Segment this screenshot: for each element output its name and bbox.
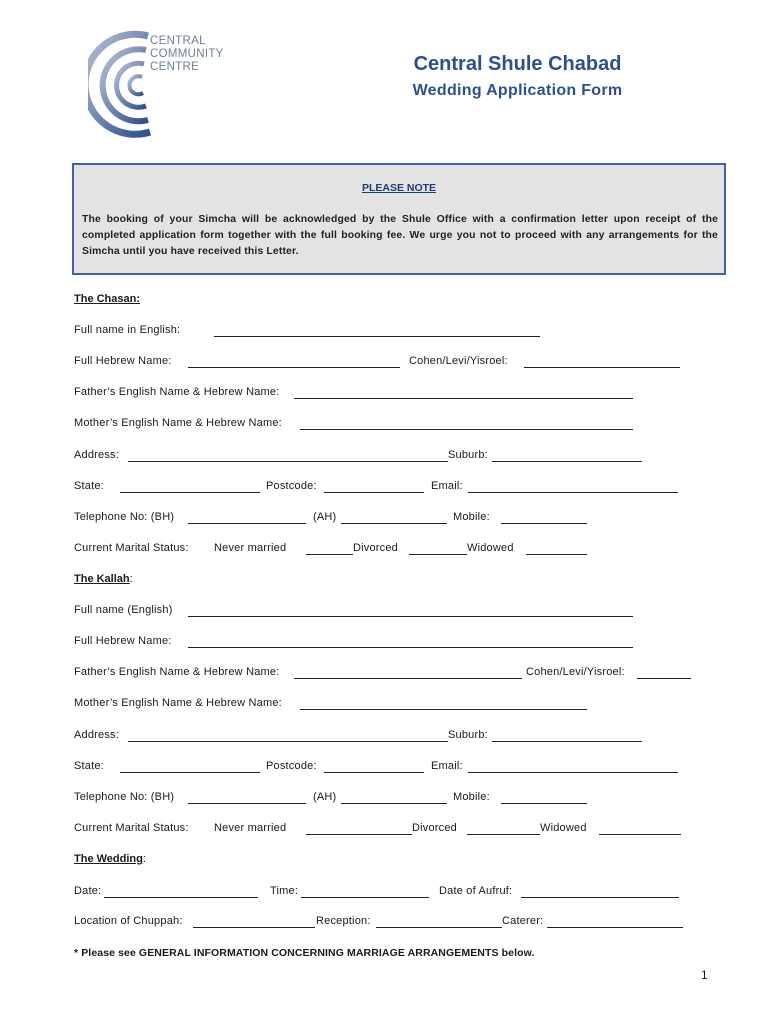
kallah-telephone-bh-field[interactable] — [188, 803, 306, 804]
chasan-mother-name-field[interactable] — [300, 429, 633, 430]
kallah-divorced-label: Divorced — [412, 822, 458, 834]
kallah-state-label: State: — [74, 760, 104, 772]
kallah-never-married-field[interactable] — [306, 834, 412, 835]
footnote: * Please see GENERAL INFORMATION CONCERNING MARRIAGE ARRANGEMENTS below. — [74, 947, 535, 959]
chasan-father-name-label: Father’s English Name & Hebrew Name: — [74, 386, 280, 398]
chasan-never-married-label: Never married — [214, 542, 287, 554]
wedding-date-label: Date: — [74, 885, 102, 897]
chasan-address-field[interactable] — [128, 461, 448, 462]
chasan-email-label: Email: — [431, 480, 463, 492]
chasan-telephone-bh-field[interactable] — [188, 523, 306, 524]
centre-logo — [88, 28, 238, 140]
wedding-chuppah-label: Location of Chuppah: — [74, 915, 183, 927]
kallah-telephone-bh-label: Telephone No: (BH) — [74, 791, 175, 803]
kallah-state-field[interactable] — [120, 772, 260, 773]
chasan-hebrew-name-field[interactable] — [188, 367, 400, 368]
kallah-postcode-field[interactable] — [324, 772, 424, 773]
chasan-heading: The Chasan: — [74, 293, 141, 305]
chasan-state-field[interactable] — [120, 492, 260, 493]
chasan-cohen-levi-label: Cohen/Levi/Yisroel: — [409, 355, 508, 367]
chasan-postcode-label: Postcode: — [266, 480, 317, 492]
wedding-caterer-field[interactable] — [547, 927, 683, 928]
chasan-email-field[interactable] — [468, 492, 678, 493]
kallah-mother-name-field[interactable] — [300, 709, 587, 710]
chasan-mobile-field[interactable] — [501, 523, 587, 524]
kallah-heading-text: The Kallah — [74, 573, 130, 585]
wedding-date-field[interactable] — [104, 897, 258, 898]
kallah-postcode-label: Postcode: — [266, 760, 317, 772]
kallah-father-name-label: Father’s English Name & Hebrew Name: — [74, 666, 280, 678]
kallah-widowed-label: Widowed — [540, 822, 587, 834]
chasan-divorced-label: Divorced — [353, 542, 399, 554]
wedding-chuppah-field[interactable] — [193, 927, 315, 928]
kallah-widowed-field[interactable] — [599, 834, 681, 835]
kallah-address-label: Address: — [74, 729, 120, 741]
chasan-full-name-field[interactable] — [214, 336, 540, 337]
wedding-time-label: Time: — [270, 885, 299, 897]
chasan-marital-status-label: Current Marital Status: — [74, 542, 189, 554]
chasan-mobile-label: Mobile: — [453, 511, 490, 523]
chasan-hebrew-name-label: Full Hebrew Name: — [74, 355, 172, 367]
page-number: 1 — [701, 968, 708, 982]
kallah-mother-name-label: Mother’s English Name & Hebrew Name: — [74, 697, 282, 709]
kallah-marital-status-label: Current Marital Status: — [74, 822, 189, 834]
notice-body: The booking of your Simcha will be acknowledged by the Shule Office with a confirmation letter upon receipt of the completed application form together with the full booking fee. We urge you not to proceed with any arrangements for the Simcha until you have received this Letter. — [82, 214, 718, 257]
kallah-email-field[interactable] — [468, 772, 678, 773]
kallah-never-married-label: Never married — [214, 822, 287, 834]
chasan-telephone-ah-label: (AH) — [313, 511, 337, 523]
chasan-state-label: State: — [74, 480, 104, 492]
kallah-father-name-field[interactable] — [294, 678, 522, 679]
kallah-hebrew-name-field[interactable] — [188, 647, 633, 648]
chasan-widowed-field[interactable] — [526, 554, 587, 555]
notice-box — [72, 163, 726, 275]
kallah-telephone-ah-field[interactable] — [341, 803, 447, 804]
chasan-full-name-label: Full name in English: — [74, 324, 181, 336]
kallah-cohen-levi-field[interactable] — [637, 678, 691, 679]
chasan-suburb-label: Suburb: — [448, 449, 488, 461]
wedding-heading-colon: : — [142, 853, 146, 865]
kallah-address-field[interactable] — [128, 741, 448, 742]
logo-text: CENTRAL COMMUNITY CENTRE — [150, 35, 224, 73]
chasan-father-name-field[interactable] — [294, 398, 633, 399]
kallah-telephone-ah-label: (AH) — [313, 791, 337, 803]
kallah-heading-colon: : — [129, 573, 133, 585]
kallah-heading — [74, 573, 133, 585]
kallah-hebrew-name-label: Full Hebrew Name: — [74, 635, 172, 647]
chasan-telephone-bh-label: Telephone No: (BH) — [74, 511, 175, 523]
chasan-never-married-field[interactable] — [306, 554, 353, 555]
wedding-time-field[interactable] — [301, 897, 429, 898]
kallah-cohen-levi-label: Cohen/Levi/Yisroel: — [526, 666, 625, 678]
chasan-mother-name-label: Mother’s English Name & Hebrew Name: — [74, 417, 282, 429]
chasan-divorced-field[interactable] — [409, 554, 467, 555]
wedding-reception-field[interactable] — [376, 927, 502, 928]
notice-heading: PLEASE NOTE — [361, 182, 437, 194]
kallah-full-name-label: Full name (English) — [74, 604, 173, 616]
kallah-email-label: Email: — [431, 760, 463, 772]
kallah-suburb-label: Suburb: — [448, 729, 488, 741]
kallah-divorced-field[interactable] — [467, 834, 540, 835]
kallah-mobile-field[interactable] — [501, 803, 587, 804]
chasan-postcode-field[interactable] — [324, 492, 424, 493]
wedding-aufruf-field[interactable] — [521, 897, 679, 898]
chasan-telephone-ah-field[interactable] — [341, 523, 447, 524]
wedding-heading-text: The Wedding — [74, 853, 143, 865]
chasan-address-label: Address: — [74, 449, 120, 461]
chasan-cohen-levi-field[interactable] — [524, 367, 680, 368]
page-title: Central Shule Chabad — [413, 53, 622, 75]
chasan-widowed-label: Widowed — [467, 542, 514, 554]
kallah-suburb-field[interactable] — [492, 741, 642, 742]
kallah-full-name-field[interactable] — [188, 616, 633, 617]
chasan-suburb-field[interactable] — [492, 461, 642, 462]
page-subtitle: Wedding Application Form — [412, 82, 623, 99]
wedding-heading — [74, 853, 146, 865]
wedding-caterer-label: Caterer: — [502, 915, 544, 927]
wedding-reception-label: Reception: — [316, 915, 371, 927]
kallah-mobile-label: Mobile: — [453, 791, 490, 803]
wedding-aufruf-label: Date of Aufruf: — [439, 885, 513, 897]
